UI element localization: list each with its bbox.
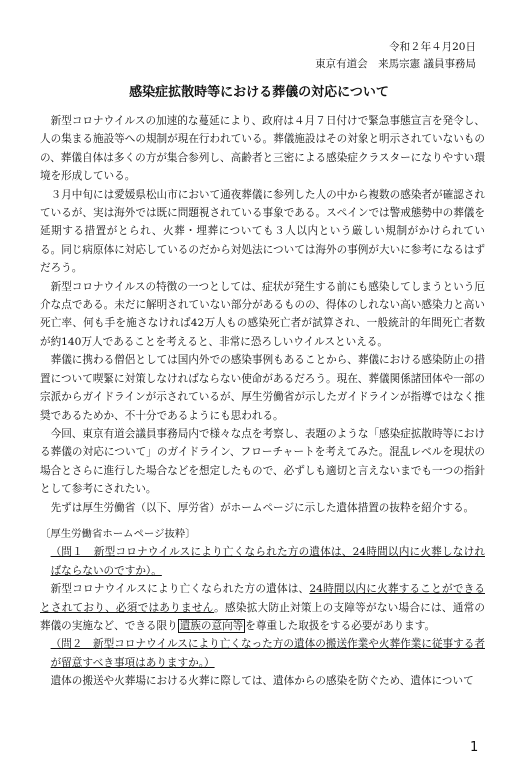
question-2-text: （問２ 新型コロナウイルスにより亡くなった方の遺体の搬送作業や火葬作業に従事する者が留意すべき事項はありますか。）: [50, 638, 485, 669]
answer-1: [40, 580, 485, 635]
page-number: 1: [470, 740, 479, 755]
question-2: [40, 635, 485, 672]
paragraph-2: ３月中旬には愛媛県松山市において通夜葬儀に参列した人の中から複数の感染者が確認されているが、実は海外では既に問題視されている事象である。スペインでは警戒態勢中の葬儀を延期する措置がとられ、火葬・埋葬についても３人以内という厳しい規制がかけられている。同じ病原体に対応しているのだから対処法については海外の事例が大いに参考になるはずだろう。: [40, 188, 485, 275]
answer-2: 遺体の搬送や火葬場における火葬に際しては、遺体からの感染を防ぐため、遺体について: [50, 675, 474, 688]
answer-1-boxed: 遺族の意向等: [179, 619, 244, 632]
answer-1-mid: 。感染拡大防止対策上の支障等がない場合には、通常の葬儀の実施など、できる限り: [40, 601, 486, 632]
answer-1-underlined: 24時間以内に火葬することができるとされており、必須ではありません: [40, 583, 485, 614]
section-gap: [40, 517, 485, 525]
paragraph-5: 今回、東京有道会議員事務局内で様々な点を考察し、表題のような「感染症拡散時等における葬儀の対応について」のガイドライン、フローチャートを考えてみた。混乱レベルを現状の場合とさらに進行した場合などを想定したもので、必ずしも適切と言えないまでも一つの指針として参考にされたい。: [40, 427, 485, 496]
paragraph-4: 葬儀に携わる僧侶としては国内外での感染事例もあることから、葬儀における感染防止の措置について喫緊に対策しなければならない使命があるだろう。現在、葬儀関係諸団体や一部の宗派からガイドラインが示されているが、厚生労働省が示したガイドラインが指導ではなく推奨であるためか、不十分であるようにも思われる。: [40, 354, 485, 422]
paragraph-1: 新型コロナウイルスの加速的な蔓延により、政府は４月７日付けで緊急事態宣言を発令し、人の集まる施設等への規制が現在行われている。葬儀施設はその対象と明示されていないものの、葬儀自体は多くの方が集合参列し、高齢者と三密による感染症クラスターになりやすい環境を形成している。: [40, 115, 485, 183]
header-organization: 東京有道会 来馬宗憲 議員事務局: [315, 58, 476, 70]
excerpt-heading: 〔厚生労働省ホームページ抜粋〕: [40, 527, 196, 540]
answer-1-pre: 新型コロナウイルスにより亡くなられた方の遺体は、: [50, 583, 310, 596]
document-body: [40, 112, 485, 691]
question-1-text: （問１ 新型コロナウイルスにより亡くなられた方の遺体は、24時間以内に火葬しなければならないのですか）。: [50, 546, 485, 577]
header-date: 令和２年４月20日: [389, 41, 476, 53]
answer-1-post: を尊重した取扱をする必要があります。: [245, 619, 436, 632]
document-title: 感染症拡散時等における葬儀の対応について: [129, 85, 389, 100]
question-1: [40, 543, 485, 580]
paragraph-3: 新型コロナウイルスの特徴の一つとしては、症状が発生する前にも感染してしまうという厄介な点である。未だに解明されていない部分があるものの、得体のしれない高い感染力と高い死亡率、何も手を施さなければ42万人もの感染死亡者が試算され、一般統計的年間死亡者数が約140万人であることを考えると、非常に恐ろしいウイルスといえる。: [40, 280, 485, 348]
paragraph-6: 先ずは厚生労働省（以下、厚労省）がホームページに示した遺体措置の抜粋を紹介する。: [50, 501, 475, 514]
